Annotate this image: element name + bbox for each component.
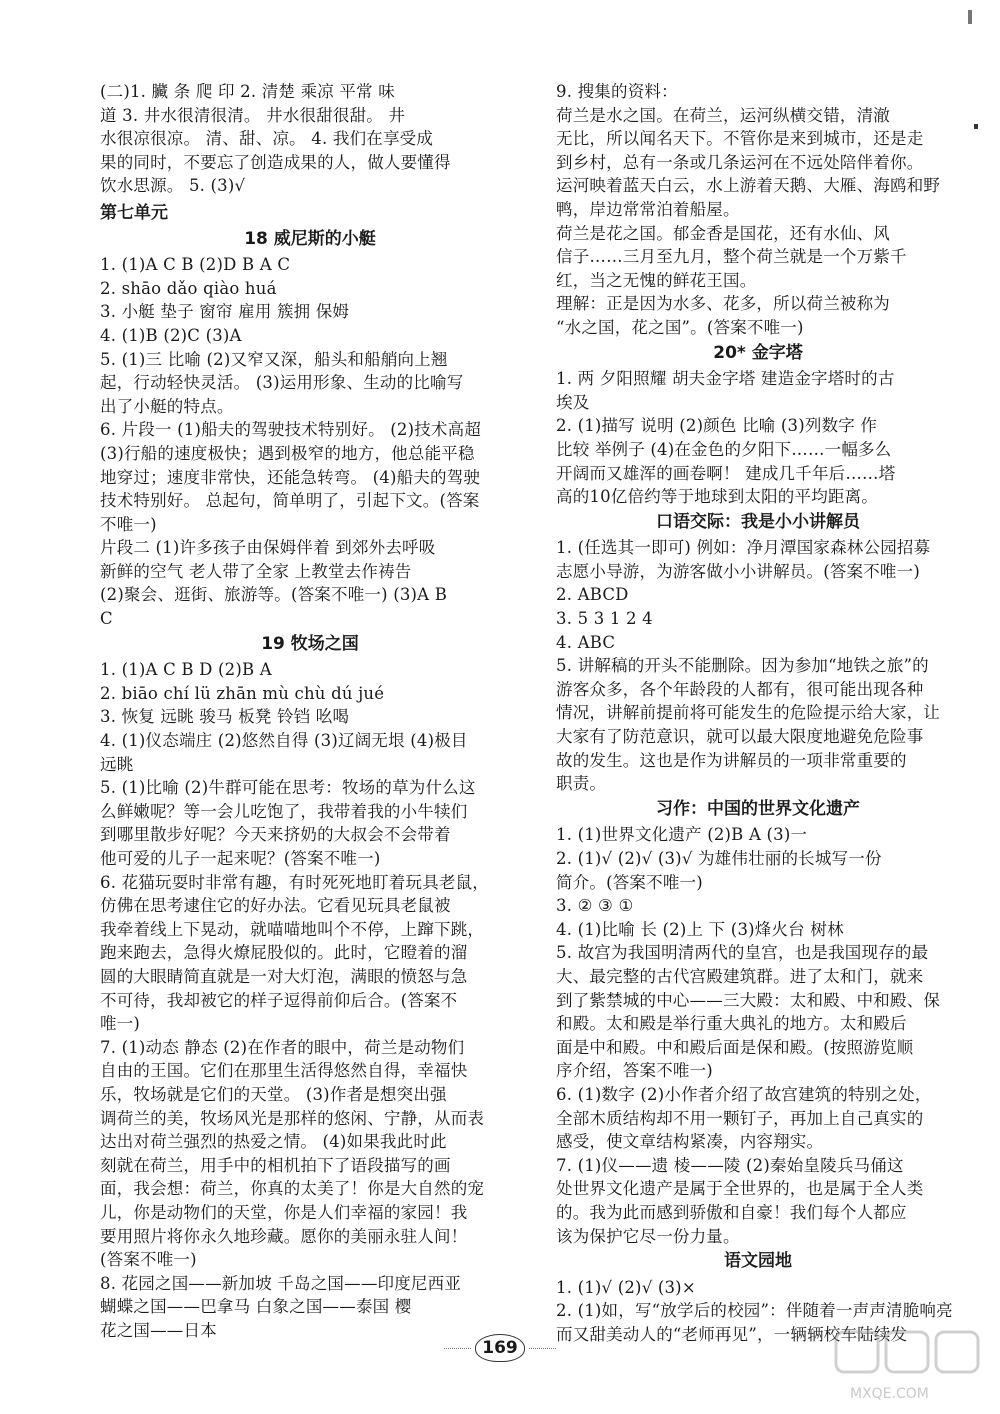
text-line: 3. 小艇 垫子 窗帘 雇用 簇拥 保姆 [100,302,350,322]
text-line: 我牵着线上下晃动，就喵喵地叫个不停，上蹿下跳， [100,919,485,939]
text-line: 不可待，我却被它的样子逗得前仰后合。(答案不 [100,990,458,1010]
text-line: 大家有了防范意识，就可以最大限度地避免危险事 [556,727,924,747]
text-line: 跑来跑去，急得火燎屁股似的。此时，它瞪着的溜 [100,943,468,963]
text-line: 1. (1)A C B D (2)B A [100,660,272,680]
right-column [556,80,960,1346]
lesson-19-answers [100,658,520,1342]
text-line: 1. (任选其一即可) 例如：净月潭国家森林公园招募 [556,538,931,558]
text-line: 埃及 [556,392,590,412]
text-line: 感受，使文章结构紧凑，内容翔实。 [556,1132,824,1152]
page-number: 169 [475,1334,525,1362]
section-2-answers [100,80,520,198]
text-line: 2. shāo dǎo qiào huá [100,278,277,298]
text-line: 到乡村，总有一条或几条运河在不远处陪伴着你。 [556,152,924,172]
text-line: 7. (1)动态 静态 (2)在作者的眼中，荷兰是动物们 [100,1037,465,1057]
text-line: 运河映着蓝天白云，水上游着天鹅、大雁、海鸥和野 [556,176,941,196]
text-line: 技术特别好。 总起句，简单明了，引起下文。(答案 [100,491,480,511]
text-line: 到了紫禁城的中心——三大殿：太和殿、中和殿、保 [556,990,941,1010]
text-line: 2. (1)√ (2)√ (3)√ 为雄伟壮丽的长城写一份 [556,849,882,868]
text-line: 要用照片将你永久地珍藏。愿你的美丽永驻人间！ [100,1226,468,1246]
text-line: (答案不唯一) [100,1250,197,1270]
margin-dot-mark [974,124,978,129]
unit-title: 第七单元 [100,202,168,223]
text-line: 1. (1)世界文化遗产 (2)B A (3)一 [556,825,808,845]
question-9-answers [556,80,960,340]
text-line: 3. 5 3 1 2 4 [556,609,653,629]
text-line: 而又甜美动人的“老师再见”，一辆辆校车陆续发 [556,1324,908,1344]
text-line: 仿佛在思考逮住它的好办法。它看见玩具老鼠被 [100,896,451,916]
text-line: 志愿小导游，为游客做小小讲解员。(答案不唯一) [556,561,920,581]
text-line: 6. 片段一 (1)船夫的驾驶技术特别好。 (2)技术高超 [100,420,482,440]
text-line: 4. (1)仪态端庄 (2)悠然自得 (3)辽阔无垠 (4)极目 [100,731,468,751]
text-line: 比较 举例子 (4)在金色的夕阳下……一幅多么 [556,439,892,459]
text-line: 面，我会想：荷兰，你真的太美了！你是大自然的宠 [100,1179,485,1199]
text-line: 序介绍，答案不唯一) [556,1061,713,1081]
text-line: 水很凉很凉。 清、甜、凉。 4. 我们在享受成 [100,129,434,149]
text-line: 9. 搜集的资料： [556,82,678,101]
text-line: 出了小艇的特点。 [100,396,234,416]
text-line: 远眺 [100,754,134,774]
text-line: 1. 两 夕阳照耀 胡夫金字塔 建造金字塔时的古 [556,369,895,389]
text-line: 圆的大眼睛简直就是一对大灯泡，满眼的愤怒与急 [100,966,468,986]
text-line: (2)聚会、逛街、旅游等。(答案不唯一) (3)A B [100,585,448,605]
text-line: 片段二 (1)许多孩子由保姆伴着 到郊外去呼吸 [100,538,436,558]
text-line: 4. ABC [556,632,616,652]
corner-scan-mark [968,10,972,24]
text-line: 高的10亿倍约等于地球到太阳的平均距离。 [556,487,878,507]
text-line: 6. (1)数字 (2)小作者介绍了故宫建筑的特别之处， [556,1084,932,1104]
watermark-logo [830,1326,990,1406]
text-line: 4. (1)B (2)C (3)A [100,325,242,345]
lesson-20-answers [556,367,960,509]
text-line: 5. (1)比喻 (2)牛群可能在思考：牧场的草为什么这 [100,778,476,798]
text-line: 处世界文化遗产是属于全世界的，也是属于全人类 [556,1179,924,1199]
text-line: 开阔而又雄浑的画卷啊！ 建成几千年后……塔 [556,463,896,483]
left-column [100,80,520,1342]
text-line: 道 3. 井水很清很清。 井水很甜很甜。 井 [100,105,406,125]
text-line: 游客众多，各个年龄段的人都有，很可能出现各种 [556,679,924,699]
text-line: 7. (1)仪——遗 棱——陵 (2)秦始皇陵兵马俑这 [556,1155,904,1175]
text-line: 和殿。太和殿是举行重大典礼的地方。太和殿后 [556,1014,907,1034]
text-line: 荷兰是水之国。在荷兰，运河纵横交错，清澈 [556,105,890,125]
text-line: 蝴蝶之国——巴拿马 白象之国——泰国 樱 [100,1297,412,1317]
text-line: 职责。 [556,774,607,794]
text-line: 起，行动轻快灵活。 (3)运用形象、生动的比喻写 [100,373,464,393]
text-line: 5. 讲解稿的开头不能删除。因为参加“地铁之旅”的 [556,656,929,676]
text-line: 5. (1)三 比喻 (2)又窄又深，船头和船艄向上翘 [100,349,448,369]
text-line: 唯一) [100,1014,141,1034]
text-line: 果的同时，不要忘了创造成果的人，做人要懂得 [100,152,451,172]
text-line: 新鲜的空气 老人带了全家 上教堂去作祷告 [100,561,412,581]
text-line: 2. biāo chí lü zhān mù chù dú jué [100,683,385,703]
text-line: 理解：正是因为水多、花多，所以荷兰被称为 [556,294,890,314]
text-line: 情况，讲解前提前将可能发生的危险提示给大家，让 [556,703,941,723]
text-line: 3. 恢复 远眺 骏马 板凳 铃铛 吆喝 [100,707,350,727]
lesson-20-title: 20* 金字塔 [713,342,803,363]
text-line: 大、最完整的古代宫殿建筑群。进了太和门，就来 [556,966,924,986]
watermark-url: MXQE.COM [850,1386,929,1402]
page-footer [440,1330,560,1366]
text-line: 3. ② ③ ① [556,896,634,916]
text-line: 1. (1)√ (2)√ (3)× [556,1277,696,1297]
text-line: 么鲜嫩呢？等一会儿吃饱了，我带着我的小牛犊们 [100,801,468,821]
text-line: 刻就在荷兰，用手中的相机拍下了语段描写的画 [100,1155,451,1175]
text-line: 鸭，岸边常常泊着船屋。 [556,199,740,219]
lesson-18-title: 18 威尼斯的小艇 [244,228,376,249]
text-line: 5. 故宫为我国明清两代的皇宫，也是我国现存的最 [556,943,929,963]
text-line: 全部木质结构却不用一颗钉子，再加上自己真实的 [556,1108,924,1128]
writing-section-answers [556,823,960,1248]
text-line: (3)行船的速度极快；遇到极窄的地方，他总能平稳 [100,443,475,463]
text-line: 4. (1)比喻 长 (2)上 下 (3)烽火台 树林 [556,919,844,939]
text-line: 无比，所以闻名天下。不管你是来到城市，还是走 [556,129,924,149]
text-line: 2. (1)描写 说明 (2)颜色 比喻 (3)列数字 作 [556,416,878,436]
text-line: 达出对荷兰强烈的热爱之情。 (4)如果我此时此 [100,1132,447,1152]
text-line: 2. ABCD [556,585,629,605]
text-line: 荷兰是花之国。郁金香是国花，还有水仙、风 [556,223,890,243]
text-line: 信子……三月至九月，整个荷兰就是一个万紫千 [556,247,907,267]
text-line: 该为保护它尽一份力量。 [556,1226,740,1246]
text-line: 1. (1)A C B (2)D B A C [100,255,291,275]
text-line: 8. 花园之国——新加坡 千岛之国——印度尼西亚 [100,1273,462,1293]
lesson-19-title: 19 牧场之国 [261,633,359,654]
text-line: (二)1. 臟 条 爬 印 2. 清楚 乘凉 平常 味 [100,82,395,101]
oral-section-title: 口语交际：我是小小讲解员 [656,511,860,532]
text-line: 饮水思源。 5. (3)√ [100,176,246,196]
text-line: 面是中和殿。中和殿后面是保和殿。(按照游览顺 [556,1037,914,1057]
text-line: C [100,609,113,629]
text-line: 调荷兰的美，牧场风光是那样的悠闲、宁静，从而表 [100,1108,485,1128]
text-line: “水之国，花之国”。(答案不唯一) [556,317,804,337]
text-line: 地穿过；速度非常快，还能急转弯。 (4)船夫的驾驶 [100,467,481,487]
text-line: 儿，你是动物们的天堂，你是人们幸福的家园！我 [100,1202,468,1222]
text-line: 的。我为此而感到骄傲和自豪！我们每个人都应 [556,1202,907,1222]
writing-section-title: 习作：中国的世界文化遗产 [656,798,860,819]
garden-section-title: 语文园地 [724,1251,792,1272]
text-line: 自由的王国。它们在那里生活得悠然自得，幸福快 [100,1061,468,1081]
text-line: 故的发生。这也是作为讲解员的一项非常重要的 [556,750,907,770]
text-line: 简介。(答案不唯一) [556,872,703,892]
text-line: 不唯一) [100,514,157,534]
lesson-18-answers [100,253,520,631]
text-line: 6. 花猫玩耍时非常有趣，有时死死地盯着玩具老鼠， [100,872,489,892]
text-line: 花之国——日本 [100,1320,217,1340]
text-line: 乐，牧场就是它们的天堂。 (3)作者是想突出强 [100,1084,447,1104]
text-line: 红，当之无愧的鲜花王国。 [556,270,757,290]
text-line: 2. (1)如，写“放学后的校园”：伴随着一声声清脆响亮 [556,1301,953,1321]
text-line: 他可爱的儿子一起来呢？(答案不唯一) [100,849,381,868]
text-line: 到哪里散步好呢？今天来挤奶的大叔会不会带着 [100,825,451,845]
oral-section-answers [556,536,960,796]
